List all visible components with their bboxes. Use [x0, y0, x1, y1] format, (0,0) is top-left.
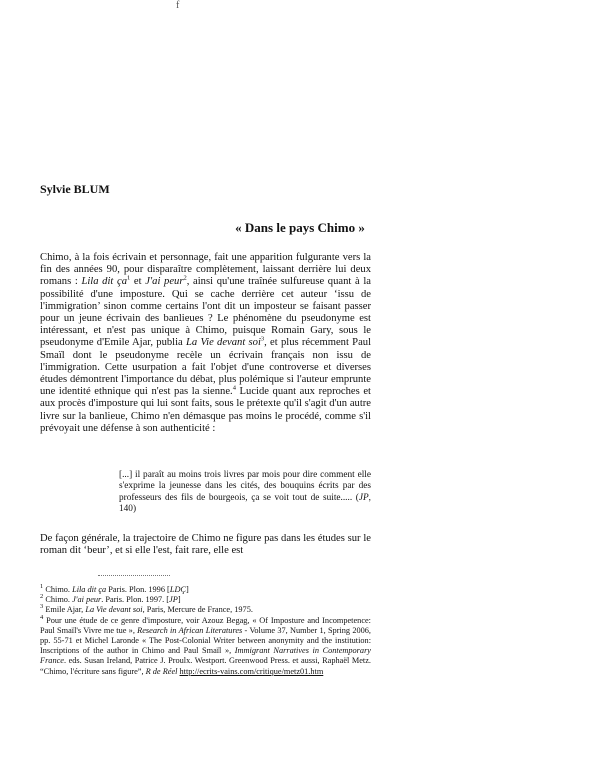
quote-ref: JP: [358, 492, 369, 503]
novel-title: Lila dit ça: [81, 276, 127, 288]
block-quote: [...] il paraît au moins trois livres par mois pour dire comment elle s'exprime la jeunesse dans les cités, des bouquins écrits par des professeurs des fils de bourgeois, ça se voit tout de suite..... (JP, 140): [119, 470, 371, 515]
footnote-2: $^2$ Chimo. J'ai peur. Paris. Plon. 1997. [JP]: [40, 593, 181, 605]
footnote-ref[interactable]: 4: [232, 384, 236, 392]
footnote-3: $^3$ Emile Ajar, La Vie devant soi, Paris, Mercure de France, 1975.: [40, 603, 253, 615]
footnote-ref[interactable]: 1: [127, 274, 131, 282]
footnote-ref[interactable]: 3: [260, 335, 265, 343]
footnotes: [40, 585, 371, 677]
footnote-ref[interactable]: 2: [183, 274, 187, 282]
footnote-separator: [98, 575, 170, 576]
footnote-url-link[interactable]: http://ecrits-vains.com/critique/metz01.htm: [179, 666, 324, 676]
novel-title: La Vie devant soi: [186, 337, 261, 349]
body-paragraph-2: De façon générale, la trajectoire de Chimo ne figure pas dans les études sur le roman dit ‘beur’, et si elle l'est, fait rare, elle est: [40, 533, 371, 557]
body-paragraph-1: [40, 252, 371, 435]
footnote-1: $^1$ Chimo. Lila dit ça Paris. Plon. 1996 [LDÇ]: [40, 583, 189, 594]
novel-title: J'ai peur: [145, 276, 184, 288]
article-title: « Dans le pays Chimo »: [235, 220, 365, 235]
paragraph-text: Chimo, à la fois écrivain et personnage, fait une apparition fulgurante vers la fin des années 90, pour disparaître complètement, laissant derrière lui deux romans : Lila dit $ça^1$ et J'ai peur$^2$, ainsi qu'une traînée sulfureuse quant à la possibilité d'une imposture. Qui se cache derrière cet auteur ‘issu de l'immigration’ sinon comme certains l'ont dit un imposteur se faisant passer pour un jeune écrivain des banlieues ? Le phénomène du pseudonyme est intéressant, et n'est pas unique à Chimo, puisque Romain Gary, sous le pseudonyme d'Emile Ajar, publia La Vie devant soi$^3$, et plus récemment Paul Smaïl dont le pseudonyme recèle un écrivain français non issu de l'immigration. Cette usurpation a fait l'objet d'une controverse et diverses études démontrent l'importance du débat, plus polémique si l'auteur emprunte une identité ethnique qui n'est pas la sienne.$^4$ Lucide quant aux reproches et aux procès d'imposture qui lui sont faits, sous le prétexte qu'il s'agit d'un autre livre sur la banlieue, Chimo n'en démasque pas moins le procédé, comme s'il prévoyait une défense à son authenticité :: [40, 252, 372, 434]
author-name: Sylvie BLUM: [40, 182, 110, 196]
header-mark: f: [176, 0, 180, 11]
footnote-4: $^4$ Pour une étude de ce genre d'imposture, voir Azouz Begag, « Of Imposture and Incompetence: Paul Smaïl's Vivre me tue », Research in African Literatures - Volume 37, Number 1, Spring 2006, pp. 55-71 et Michel Laronde « The Post-Colonial Writer between anonymity and the institution: Inscriptions of the author in Chimo and Paul Smaïl », Immigrant Narratives in Contemporary France. eds. Susan Ireland, Patrice J. Proulx. Westport. Greenwood Press. et aussi, Raphaël Metz. “Chimo, l'écriture sans figure”, R de Réel http://ecrits-vains.com/critique/metz01.htm: [40, 613, 371, 676]
